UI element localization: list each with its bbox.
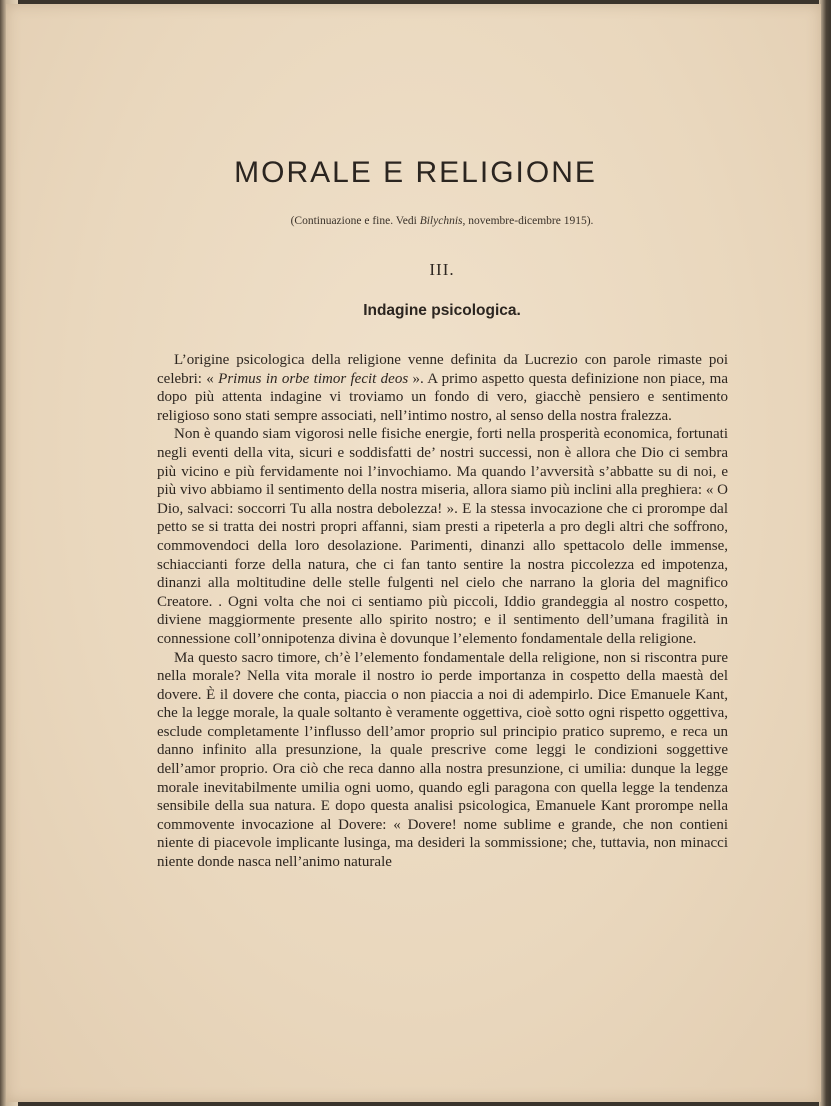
section-heading: Indagine psicologica.	[363, 302, 521, 319]
body-text	[157, 351, 728, 872]
continuation-note-after: , novembre-dicembre 1915).	[462, 215, 594, 227]
paragraph-1-before: L’origine psicologica della religione venne definita da Lucrezio con parole rimaste poi celebri: «	[157, 352, 728, 387]
latin-quote: Primus in orbe timor fecit deos	[218, 370, 409, 387]
paragraph-1-after: ». A primo aspetto questa definizione non piace, ma dopo più attenta indagine vi troviamo un fondo di vero, giacchè pensiero e sentimento religioso sono stati sempre associati, nell’intimo nostro, al senso della nostra fralezza.	[157, 370, 728, 424]
page-title: MORALE E RELIGIONE	[234, 156, 597, 189]
section-number: III.	[429, 260, 455, 279]
continuation-note-before: (Continuazione e fine. Vedi	[290, 215, 420, 227]
paragraph-2: Non è quando siam vigorosi nelle fisiche energie, forti nella prosperità economica, fortunati negli eventi della vita, sicuri e soddisfatti de’ nostri successi, non è allora che Dio ci sembra più vicino e più fervidamente noi l’invochiamo. Ma quando l’avversità s’abbatte su di noi, e più vivo abbiamo il sentimento della nostra miseria, allora siamo più inclini alla preghiera: « O Dio, salvaci: soccorri Tu alla nostra debolezza! ». E la stessa invocazione che ci prorompe dal petto se si tratta dei nostri propri affanni, siam presti a ripeterla a pro degli altri che soffrono, commovendoci della loro desolazione. Parimenti, dinanzi allo spettacolo delle immense, schiaccianti forze della natura, che ci fan tanto sentire la nostra piccolezza ed impotenza, dinanzi alla moltitudine delle stelle fulgenti nel cielo che narrano la gloria del magnifico Creatore. . Ogni volta che noi ci sentiamo più piccoli, Iddio grandeggia al nostro cospetto, diviene maggiormente presente allo spirito nostro; e il sentimento dell’umana fragilità in connessione coll’onnipotenza divina è dovunque l’elemento fondamentale della religione.	[157, 426, 728, 647]
paragraph-1	[157, 351, 728, 425]
continuation-note	[0, 215, 831, 227]
journal-name: Bilychnis	[419, 215, 463, 227]
paragraph-3: Ma questo sacro timore, ch’è l’elemento fondamentale della religione, non si riscontra pure nella morale? Nella vita morale il nostro io perde importanza in cospetto della maestà del dovere. È il dovere che conta, piaccia o non piaccia a noi di adempirlo. Dice Emanuele Kant, che la legge morale, la quale soltanto è veramente oggettiva, cioè sotto ogni rispetto oggettiva, esclude completamente l’influsso dell’amor proprio sul principio pratico supremo, e reca un danno infinito alla presunzione, la quale prescrive come leggi le condizioni soggettive dell’amor proprio. Ora ciò che reca danno alla nostra presunzione, ci umilia: dunque la legge morale inevitabilmente umilia ogni uomo, quando egli paragona con quella legge la tendenza sensibile della sua natura. E dopo questa analisi psicologica, Emanuele Kant prorompe nella commovente invocazione al Dovere: « Dovere! nome sublime e grande, che non contieni niente di piacevole implicante lusinga, ma desideri la sommissione; che, tuttavia, non minacci niente donde nasca nell’animo naturale	[157, 649, 728, 871]
